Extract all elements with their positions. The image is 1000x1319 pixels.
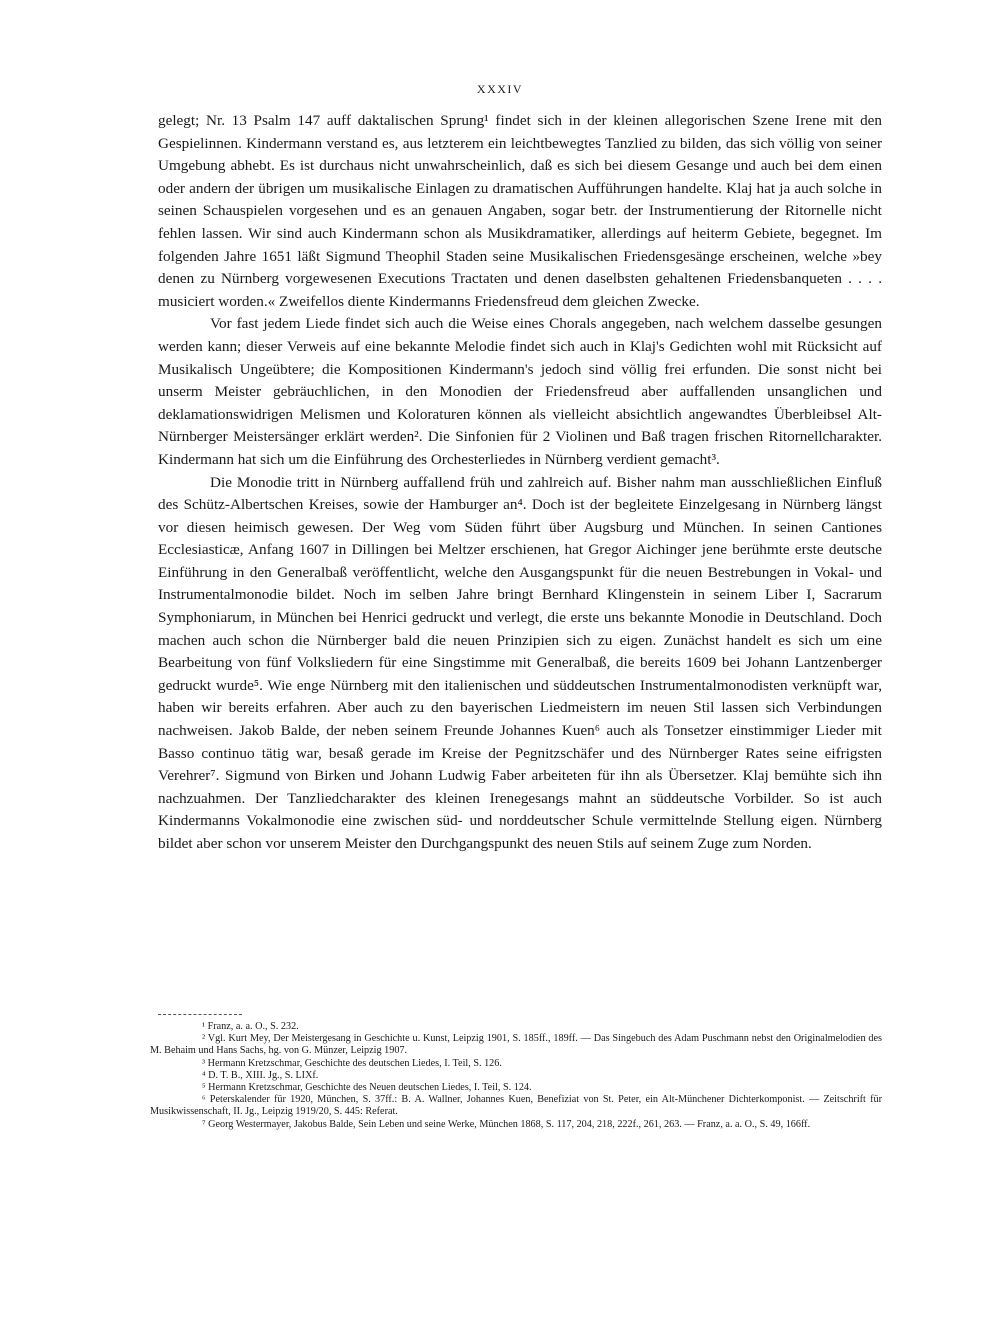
page-number: XXXIV bbox=[476, 82, 524, 96]
body-text bbox=[158, 110, 882, 856]
footnote-7: ⁷ Georg Westermayer, Jakobus Balde, Sein Leben und seine Werke, München 1868, S. 117, 204, 218, 222f., 261, 263. — Franz, a. a. O., S. 49, 166ff. bbox=[202, 1118, 811, 1130]
footnote-4: ⁴ D. T. B., XIII. Jg., S. LIXf. bbox=[202, 1069, 319, 1081]
paragraph-3: Die Monodie tritt in Nürnberg auffallend früh und zahlreich auf. Bisher nahm man ausschließlichen Einfluß des Schütz-Albertschen Kreises, sowie der Hamburger an⁴. Doch ist der begleitete Einzelgesang in Nürnberg längst vor diesen heimisch gewesen. Der Weg vom Süden führt über Augsburg und München. In seinen Cantiones Ecclesiasticæ, Anfang 1607 in Dillingen bei Meltzer erschienen, hat Gregor Aichinger jene berühmte erste deutsche Einführung in den Generalbaß veröffentlicht, welche den Ausgangspunkt für die neuen Bestrebungen in Vokal- und Instrumentalmonodie bildet. Noch im selben Jahre bringt Bernhard Klingenstein in seinem Liber I, Sacrarum Symphoniarum, in München bei Henrici gedruckt und verlegt, die erste uns bekannte Monodie in Deutschland. Doch machen auch schon die Nürnberger bald die neuen Prinzipien sich zu eigen. Zunächst handelt es sich um eine Bearbeitung von fünf Volksliedern für eine Singstimme mit Generalbaß, die bereits 1609 bei Johann Lantzenberger gedruckt wurde⁵. Wie enge Nürnberg mit den italienischen und süddeutschen Instrumentalmonodisten verknüpft war, haben wir bereits erfahren. Aber auch zu den bayerischen Liedmeistern im neuen Stil lassen sich Verbindungen nachweisen. Jakob Balde, der neben seinem Freunde Johannes Kuen⁶ auch als Tonsetzer einstimmiger Lieder mit Basso continuo tätig war, besaß gerade im Kreise der Pegnitzschäfer und des Nürnberger Rates seine eifrigsten Verehrer⁷. Sigmund von Birken und Johann Ludwig Faber arbeiteten für ihn als Übersetzer. Klaj bemühte sich ihn nachzuahmen. Der Tanzliedcharakter des kleinen Irenegesangs mahnt an süddeutsche Vorbilder. So ist auch Kindermanns Vokalmonodie eine zwischen süd- und norddeutscher Schule vermittelnde Stellung eigen. Nürnberg bildet aber schon vor unserem Meister den Durchgangspunkt des neuen Stils auf seinem Zuge zum Norden. bbox=[158, 473, 882, 852]
footnotes bbox=[150, 1021, 882, 1131]
footnote-2: ² Vgl. Kurt Mey, Der Meistergesang in Geschichte u. Kunst, Leipzig 1901, S. 185ff., 189ff. — Das Singebuch des Adam Puschmann nebst den Originalmelodien des M. Behaim und Hans Sachs, hg. von G. Münzer, Leipzig 1907. bbox=[150, 1033, 882, 1057]
paragraph-1: gelegt; Nr. 13 Psalm 147 auff daktalischen Sprung¹ findet sich in der kleinen allegorischen Szene Irene mit den Gespielinnen. Kindermann verstand es, aus letzterem ein leichtbewegtes Tanzlied zu bilden, das sich völlig von seiner Umgebung abhebt. Es ist durchaus nicht unwahrscheinlich, daß es sich bei diesem Gesange und auch bei dem einen oder andern der übrigen um musikalische Einlagen zu dramatischen Aufführungen handelte. Klaj hat ja auch solche in seinen Schauspielen vorgesehen und es an genauen Angaben, sogar betr. der Instrumentierung der Ritornelle nicht fehlen lassen. Wir sind auch Kindermann schon als Musikdramatiker, allerdings auf heiterm Gebiete, begegnet. Im folgenden Jahre 1651 läßt Sigmund Theophil Staden seine Musikalischen Friedensgesänge erscheinen, welche »bey denen zu Nürnberg vorgewesenen Executions Tractaten und denen daselbsten gehaltenen Friedensbanqueten . . . . musiciert worden.« Zweifellos diente Kindermanns Friedensfreud dem gleichen Zwecke. bbox=[158, 112, 882, 310]
footnote-1: ¹ Franz, a. a. O., S. 232. bbox=[202, 1021, 299, 1032]
paragraph-2: Vor fast jedem Liede findet sich auch die Weise eines Chorals angegeben, nach welchem dasselbe gesungen werden kann; dieser Verweis auf eine bekannte Melodie findet sich auch in Klaj's Gedichten wohl mit Rücksicht auf Musikalisch Ungeübtere; die Kompositionen Kindermann's jedoch sind völlig frei erfunden. Die sonst nicht bei unserm Meister gebräuchlichen, in den Monodien der Friedensfreud aber auffallenden unsanglichen und deklamationswidrigen Melismen und Koloraturen können als vielleicht absichtlich angewandtes Überbleibsel Alt-Nürnberger Meistersänger erklärt werden². Die Sinfonien für 2 Violinen und Baß tragen frischen Ritornellcharakter. Kindermann hat sich um die Einführung des Orchesterliedes in Nürnberg verdient gemacht³. bbox=[158, 315, 882, 468]
footnote-5: ⁵ Hermann Kretzschmar, Geschichte des Neuen deutschen Liedes, I. Teil, S. 124. bbox=[202, 1082, 532, 1094]
footnote-6: ⁶ Peterskalender für 1920, München, S. 37ff.: B. A. Wallner, Johannes Kuen, Benefiziat von St. Peter, ein Alt-Münchener Dichterkomponist. — Zeitschrift für Musikwissenschaft, II. Jg., Leipzig 1919/20, S. 445: Referat. bbox=[150, 1094, 882, 1118]
footnote-3: ³ Hermann Kretzschmar, Geschichte des deutschen Liedes, I. Teil, S. 126. bbox=[202, 1057, 502, 1069]
footnote-separator bbox=[158, 1014, 242, 1015]
